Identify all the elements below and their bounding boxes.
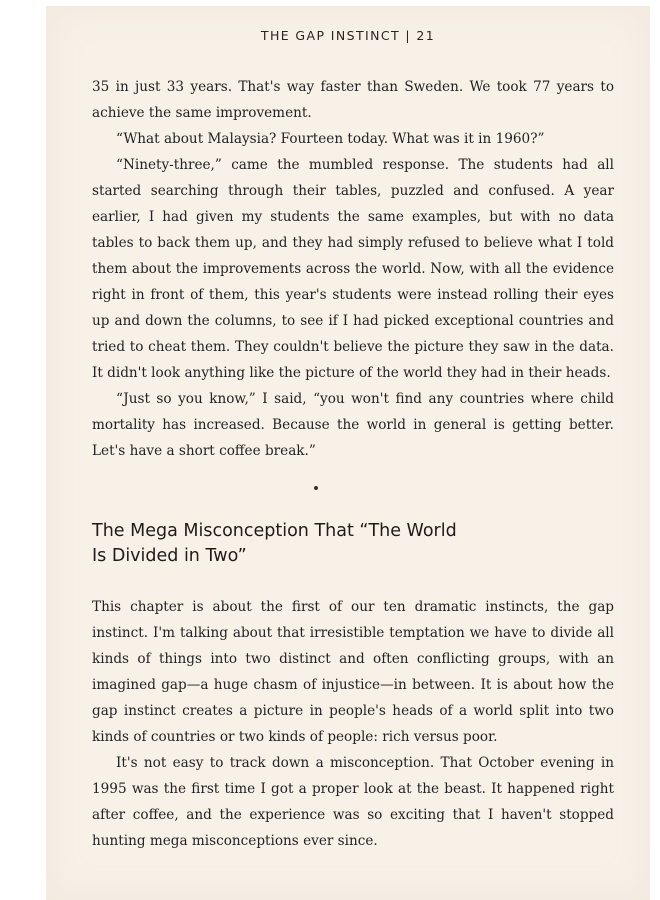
section-heading-line-1: The Mega Misconception That “The World bbox=[92, 521, 457, 541]
running-head: THE GAP INSTINCT | 21 bbox=[260, 28, 436, 43]
paragraph: “Ninety-three,” came the mumbled response. The students had all started searching through their tables, puzzled and confused. A year earlier, I had given my students the same examples, but with no data tables to back them up, and they had simply refused to believe what I told them about the improvements across the world. Now, with all the evidence right in front of them, this year's students were instead rolling their eyes up and down the columns, to see if I had picked exceptional countries and tried to cheat them. They couldn't believe the picture they saw in the data. It didn't look anything like the picture of the world they had in their heads. bbox=[92, 157, 614, 381]
section-break-dot bbox=[314, 486, 318, 490]
paragraph: This chapter is about the first of our ten dramatic instincts, the gap instinct. I'm talking about that irresistible temptation we have to divide all kinds of things into two distinct and often conflicting groups, with an imagined gap—a huge chasm of injustice—in between. It is about how the gap instinct creates a picture in people's heads of a world split into two kinds of countries or two kinds of people: rich versus poor. bbox=[92, 599, 614, 745]
paragraph: “What about Malaysia? Fourteen today. What was it in 1960?” bbox=[116, 131, 545, 147]
section-heading bbox=[92, 519, 614, 569]
paragraph: It's not easy to track down a misconception. That October evening in 1995 was the first time I got a proper look at the beast. It happened right after coffee, and the experience was so exciting that I haven't stopped hunting mega misconceptions ever since. bbox=[92, 755, 614, 849]
section-1-text bbox=[92, 74, 614, 464]
book-page bbox=[46, 6, 650, 900]
section-2-text bbox=[92, 594, 614, 854]
section-heading-line-2: Is Divided in Two” bbox=[92, 546, 247, 566]
paragraph: 35 in just 33 years. That's way faster than Sweden. We took 77 years to achieve the same improvement. bbox=[92, 79, 614, 121]
paragraph: “Just so you know,” I said, “you won't find any countries where child mortality has increased. Because the world in general is getting better. Let's have a short coffee break.” bbox=[92, 391, 614, 459]
